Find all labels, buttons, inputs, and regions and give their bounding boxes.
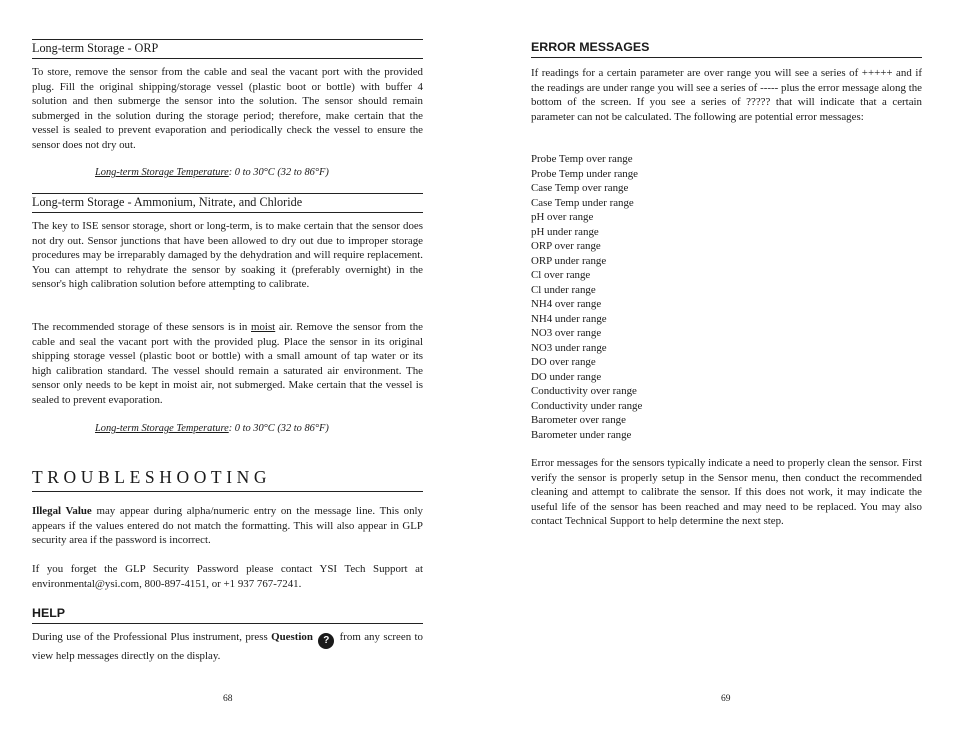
troubleshooting-title: TROUBLESHOOTING [32,466,423,492]
moist-emphasis: moist [251,321,276,333]
list-item: pH over range [531,211,594,223]
error-closing-paragraph: Error messages for the sensors typically indicate a need to properly clean the sensor. First verify the sensor is properly setup in the Sensor menu, then conduct the recommended cleaning and attempt to calibrate the sensor. If this does not work, it may indicate the useful life of the sensor has been reached and may need to be replaced. You may also contact Technical Support to help determine the next step. [531,457,922,527]
forgot-password-paragraph: If you forget the GLP Security Password please contact YSI Tech Support at environmental@ysi.com, 800-897-4151, or +1 937 767-7241. [32,563,423,590]
page-number-left: 68 [223,694,233,704]
temp2-label: Long-term Storage Temperature [95,423,229,434]
illegal-value-text: may appear during alpha/numeric entry on the message line. This only appears if the values entered do not match the formatting. This will also appear in GLP security area if the password is incorrect. [32,505,423,546]
list-item: NO3 over range [531,327,602,339]
ise-storage-paragraph-1: The key to ISE sensor storage, short or long-term, is to make certain that the sensor does not dry out. Sensor junctions that have been allowed to dry out due to improper storage procedures may be irreparably damaged by the dehydration and will require replacement. You can attempt to rehydrate the sensor by soaking it (preferably overnight) in the sensor's high calibration solution before attempting to calibrate. [32,220,423,290]
list-item: ORP under range [531,254,607,267]
help-paragraph [32,630,423,664]
list-item: DO under range [531,370,602,383]
list-item: Barometer over range [531,414,626,426]
ise-storage-temperature [95,422,329,436]
list-item: NH4 under range [531,312,607,325]
ise-para2-start: The recommended storage of these sensors is in [32,321,251,333]
list-item: Probe Temp over range [531,153,633,165]
list-item: NO3 under range [531,341,607,354]
question-key-label: Question [271,631,313,643]
temp-value: : 0 to 30°C (32 to 86°F) [228,167,329,178]
error-intro-paragraph: If readings for a certain parameter are over range you will see a series of +++++ and if the readings are under range you will see a series of ----- plus the error message along the bottom of the screen. If you see a series of ????? that will indicate that a certain parameter can not be calculated. The following are potential error messages: [531,67,922,123]
list-item: Conductivity under range [531,399,643,412]
ise-storage-paragraph-2 [32,320,423,407]
question-icon: ? [318,633,334,649]
orp-storage-heading: Long-term Storage - ORP [32,39,423,59]
help-text-start: During use of the Professional Plus instrument, press [32,631,272,643]
help-text-end: from any screen to view help messages directly on the display. [32,631,423,662]
page-number-right: 69 [721,694,731,704]
list-item: ORP over range [531,240,601,252]
temp-label: Long-term Storage Temperature [95,167,229,178]
list-item: Cl over range [531,269,591,281]
illegal-value-term: Illegal Value [32,505,92,517]
list-item: Probe Temp under range [531,167,639,180]
list-item: Conductivity over range [531,385,637,397]
illegal-value-paragraph [32,504,423,548]
list-item: pH under range [531,225,599,238]
orp-storage-paragraph: To store, remove the sensor from the cable and seal the vacant port with the provided plug. Fill the original shipping/storage vessel (plastic boot or bottle) with buffer 4 solution and then submerge the sensor into the solution. The sensor should remain submerged in the solution during the storage period; therefore, make certain that the vessel is sealed to prevent evaporation and periodically check the vessel to ensure the sensor does not dry out. [32,66,423,151]
list-item: DO over range [531,356,596,368]
list-item: Barometer under range [531,428,632,441]
error-message-list [531,152,922,442]
ise-para2-end: air. Remove the sensor from the cable and seal the vacant port with the provided plug. Place the sensor in its original shipping storage vessel (plastic boot or bottle) with a small amount of tap water or its high calibration standard. The vessel should remain a saturated air environment. The sensor only needs to be kept in moist air, not submerged. Make certain that the vessel is sealed to prevent evaporation. [32,321,423,406]
error-messages-heading: ERROR MESSAGES [531,40,922,58]
ise-storage-heading: Long-term Storage - Ammonium, Nitrate, and Chloride [32,193,423,213]
orp-storage-temperature [95,166,329,180]
list-item: NH4 over range [531,298,602,310]
list-item: Case Temp under range [531,196,634,209]
list-item: Case Temp over range [531,182,629,194]
list-item: Cl under range [531,283,596,296]
help-heading: HELP [32,606,423,624]
temp2-value: : 0 to 30°C (32 to 86°F) [228,423,329,434]
